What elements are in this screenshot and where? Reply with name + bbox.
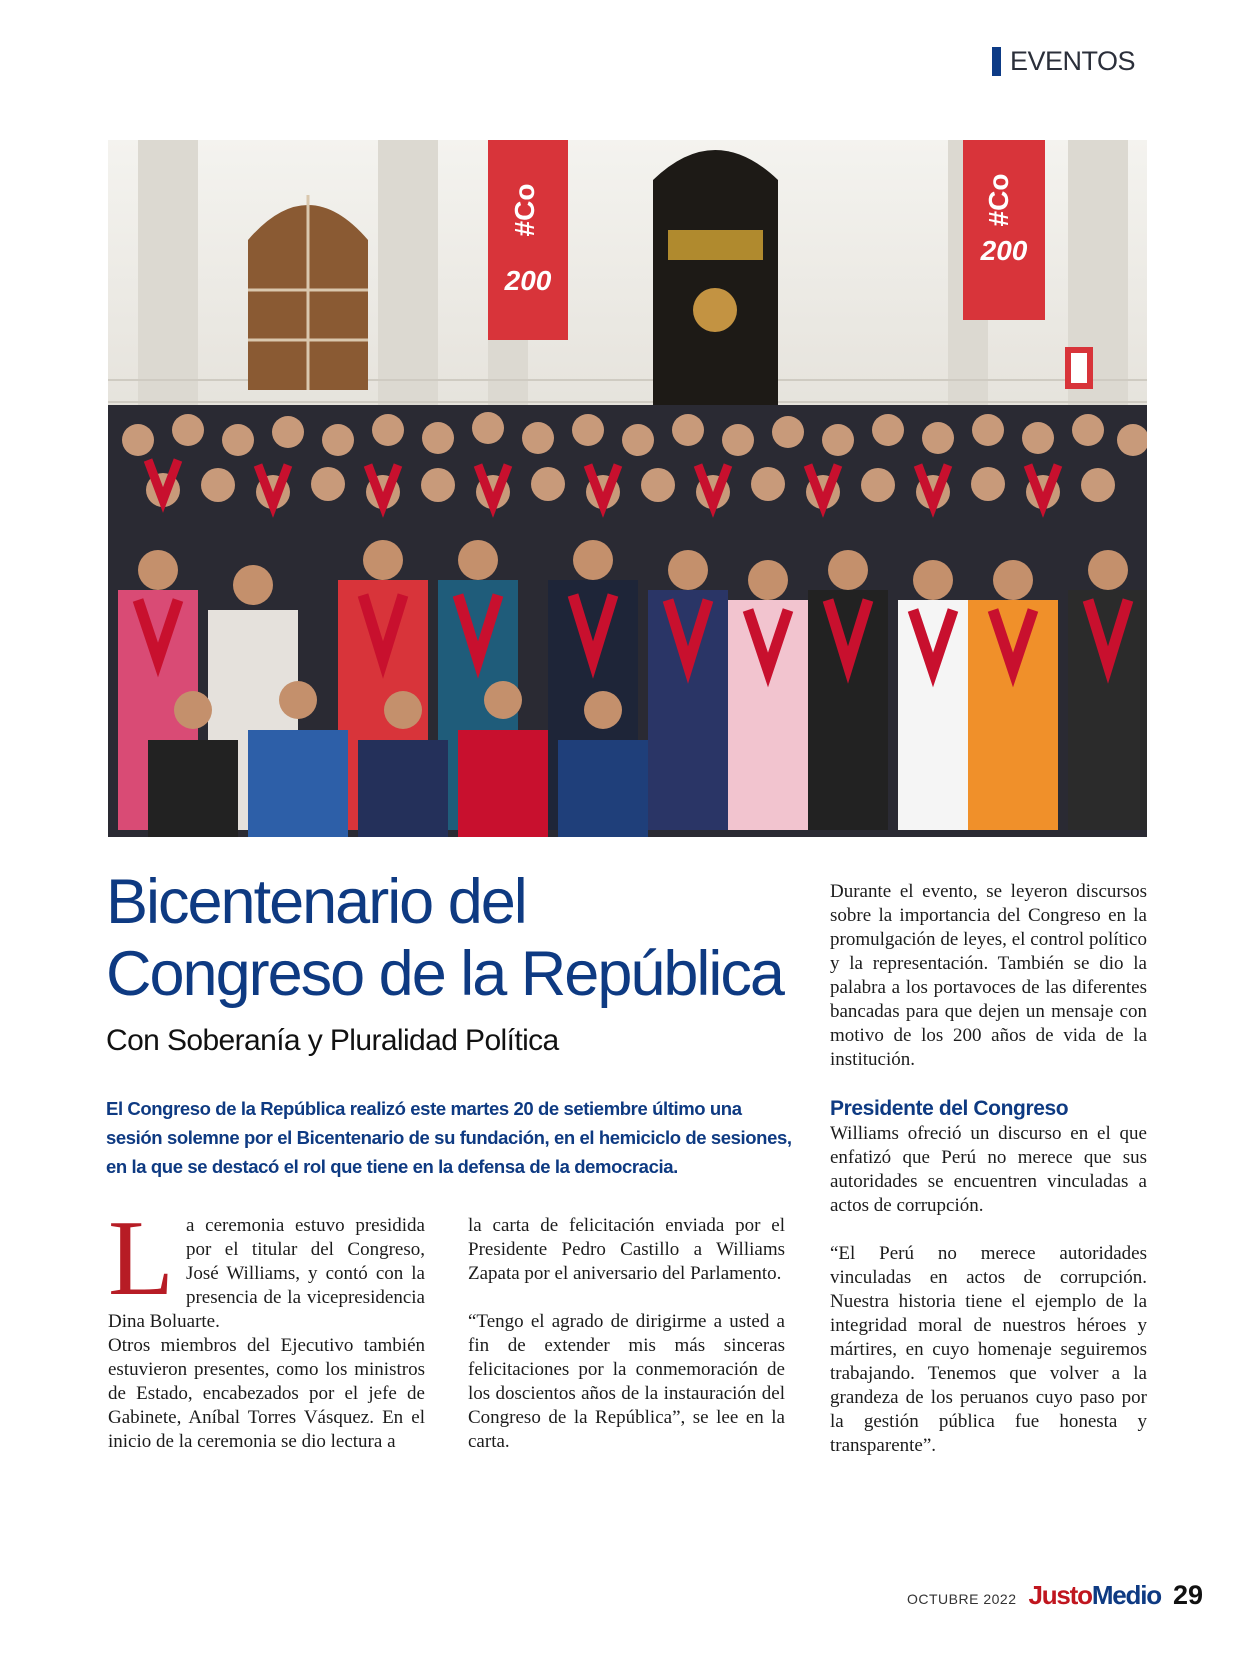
brand-logo — [1028, 1580, 1160, 1611]
article-subtitle: Con Soberanía y Pluralidad Política — [106, 1024, 559, 1057]
col2-paragraph-2: “Tengo el agrado de dirigirme a usted a fin de extender mis más sinceras felicitaciones por la conmemoración de los doscientos años de la instauración del Congreso de la República”, se lee en la carta. — [468, 1311, 785, 1452]
main-doorway — [653, 150, 778, 420]
issue-date: OCTUBRE 2022 — [907, 1591, 1017, 1607]
col2-paragraph-1: la carta de felicitación enviada por el Presidente Pedro Castillo a Williams Zapata por el aniversario del Parlamento. — [468, 1215, 785, 1284]
column-1 — [108, 1199, 425, 1454]
banner-left — [488, 140, 568, 340]
peru-flag — [1068, 350, 1090, 386]
article-title-line2: Congreso de la República — [106, 939, 783, 1009]
banner-right-hashtag: #Co — [983, 173, 1014, 227]
section-tag — [992, 46, 1135, 77]
col3-heading: Presidente del Congreso — [830, 1097, 1069, 1120]
drop-cap: L — [108, 1199, 174, 1318]
brand-logo-part2: Medio — [1091, 1580, 1161, 1610]
article-lead: El Congreso de la República realizó este martes 20 de setiembre último una sesión solemne por el Bicentenario de su fundación, en el hemiciclo de sesiones, en la que se destacó el rol que tiene en la defensa de la democracia. — [106, 1098, 792, 1177]
col3-paragraph-2: Williams ofreció un discurso en el que enfatizó que Perú no merece que sus autoridades se encuentren vinculadas a actos de corrupción. — [830, 1123, 1147, 1216]
section-label: EVENTOS — [1010, 46, 1136, 76]
article-title-line1: Bicentenario del — [106, 867, 526, 937]
door-ornament — [668, 230, 763, 260]
article-title — [106, 866, 806, 1010]
col3-paragraph-1: Durante el evento, se leyeron discursos sobre la importancia del Congreso en la promulgación de leyes, el control político y la representación. También se dio la palabra a los portavoces de las diferentes bancadas para que dejen un mensaje con motivo de los 200 años de vida de la institución. — [830, 881, 1147, 1070]
chandelier — [693, 288, 737, 332]
section-tag-bar — [992, 47, 1001, 76]
column-3 — [830, 880, 1147, 1458]
column-2 — [468, 1214, 785, 1454]
page-number: 29 — [1172, 1580, 1203, 1610]
banner-left-hashtag: #Co — [509, 183, 540, 237]
col1-paragraph-2: Otros miembros del Ejecutivo también estuvieron presentes, como los ministros de Estado, encabezados por el jefe de Gabinete, Aníbal Torres Vásquez. En el inicio de la ceremonia se dio lectura a — [108, 1335, 425, 1452]
page-footer — [907, 1580, 1203, 1611]
banner-right — [963, 140, 1045, 320]
group-photo-illustration — [108, 140, 1147, 837]
banner-left-logo: 200 — [504, 265, 552, 296]
brand-logo-part1: Justo — [1028, 1580, 1092, 1610]
banner-right-logo: 200 — [980, 235, 1028, 266]
col3-paragraph-3: “El Perú no merece autoridades vinculadas en actos de corrupción. Nuestra historia tiene el ejemplo de la integridad moral de nuestros héroes y mártires, en cuyo homenaje seguiremos trabajando. Tenemos que volver a la grandeza de los peruanos cuyo paso por la gestión pública fue honesta y transparente”. — [830, 1243, 1147, 1456]
group-photo — [108, 140, 1147, 837]
col1-paragraph-1: a ceremonia estuvo presidida por el titular del Congreso, José Williams, y contó con la presencia de la vicepresidencia Dina Boluarte. — [108, 1215, 425, 1332]
